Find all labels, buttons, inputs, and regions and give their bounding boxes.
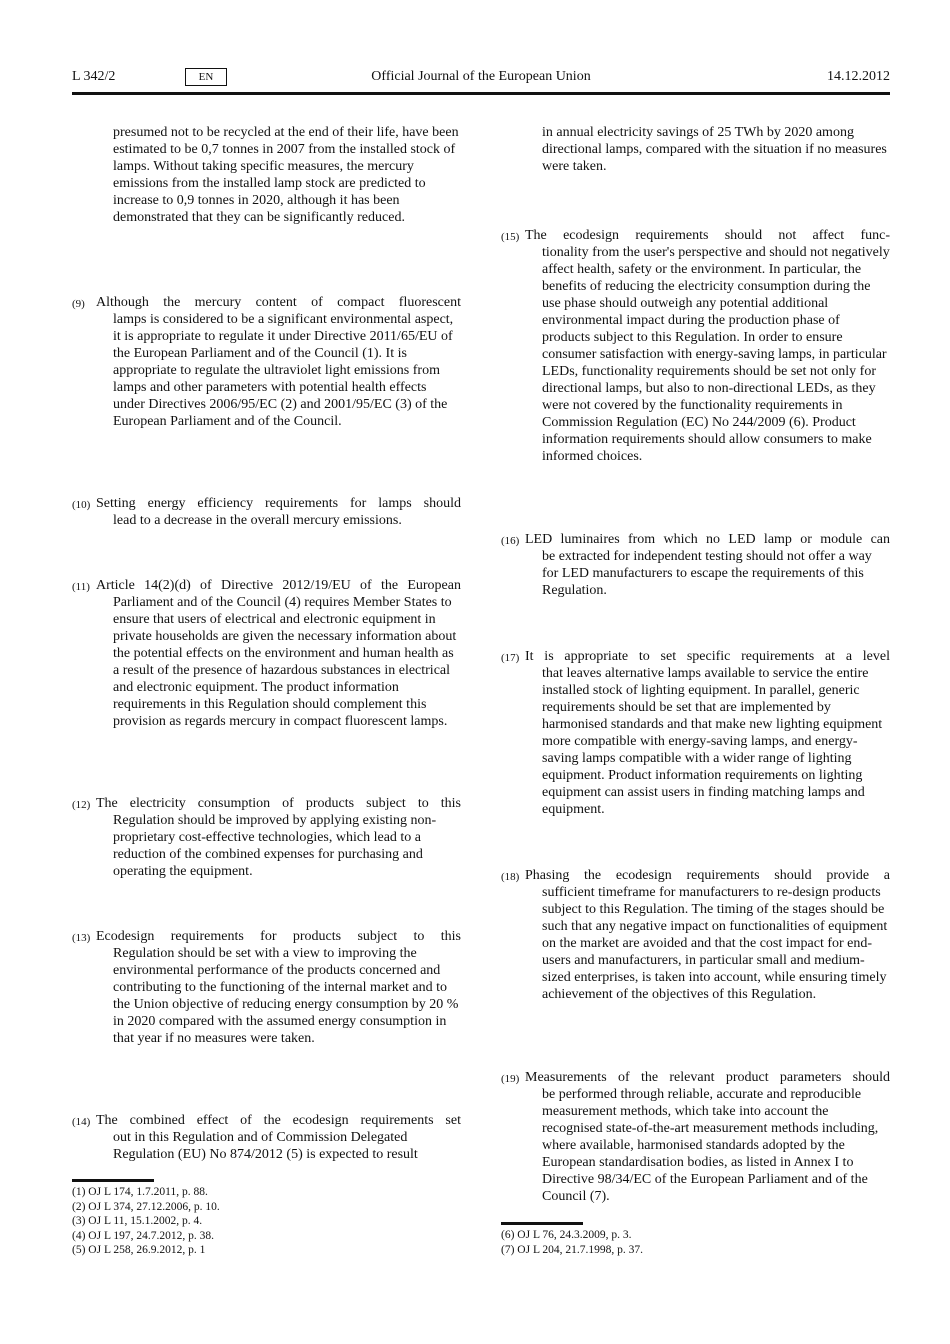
- footnote: (7) OJ L 204, 21.7.1998, p. 37.: [501, 1243, 644, 1256]
- footnote-rule: [501, 1222, 583, 1225]
- recital-first-line: Phasing the ecodesign requirements should provide a: [525, 868, 890, 883]
- recital-number: (19): [501, 1073, 520, 1085]
- recital-number: (11): [72, 581, 90, 593]
- right-column: in annual electricity savings of 25 TWh by 2020 among directional lamps, compared with the situation if no measures were taken. (15) The ecodesign requirements should not affect func- tionality from the user's perspective and should not negatively affect health, safety or the environment. In particular, the benefits of reducing the electricity consumption during the use phase should outweigh any potential additional environmental impact during the production phase of products subject to this Regulation. In order to ensure consumer satisfaction with energy-saving lamps, in particular LEDs, functionality requirements should be set not only for directional lamps, but also to non-directional LEDs, as they were not covered by the functionality requirements in Commission Regulation (EC) No 244/2009 (6). Product information requirements should allow consumers to make informed choices. (16) LED luminaires from which no LED lamp or module can be extracted for independent testing should not offer a way for LED manufacturers to escape the requirements of this Regulation. (17) It is appropriate to set specific requirements at a level that leaves alternative lamps available to service the entire installed stock of lighting equipment. In parallel, generic requirements should be set that are implemented by harmonised standards and that make new lighting equipment more compatible with energy-saving lamps, and energy-saving lamps compatible with a wider range of lighting equipment. Product information requirements on lighting equipment can assist users in finding matching lamps and equipment. (18) Phasing the ecodesign requirements should provide a sufficient timeframe for manufacturers to re-design products subject to this Regulation. The timing of the stages should be such that any negative impact on functionalities of equipment on the market are avoided and that the cost impact for end-users and manufacturers, in particular small and medium-sized enterprises, is taken into account, while ensuring timely achievement of the objectives of this Regulation. (19) Measurements of the relevant product parameters should be performed through reliable, accurate and reproducible measurement methods, which take into account the recognised state-of-the-art measurement methods including, where available, harmonised standards adopted by the European standardisation bodies, as listed in Annex I to Directive 98/34/EC of the European Parliament and of the Council (7).: [501, 125, 890, 1204]
- footnote: (3) OJ L 11, 15.1.2002, p. 4.: [72, 1215, 203, 1227]
- footnote: (5) OJ L 258, 26.9.2012, p. 1: [72, 1244, 206, 1256]
- recital-number: (16): [501, 535, 520, 547]
- recital-text: Regulation should be set with a view to improving the environmental performance of the products concerned and contributing to the functioning of the internal market and to the Union objective of reducing energy consumption by 20 % in 2020 compared with the assumed energy consumption in that year if no measures were taken.: [113, 946, 459, 1046]
- recital-first-line: Although the mercury content of compact fluorescent: [96, 295, 461, 310]
- recital-text: that leaves alternative lamps available to service the entire installed stock of lighting equipment. In parallel, generic requirements should be set that are implemented by harmonised standards and that make new lighting equipment more compatible with energy-saving lamps, and energy-saving lamps compatible with a wider range of lighting equipment. Product information requirements on lighting equipment can assist users in finding matching lamps and equipment.: [542, 666, 883, 817]
- footnote: (1) OJ L 174, 1.7.2011, p. 88.: [72, 1186, 208, 1198]
- recital-first-line: Ecodesign requirements for products subject to this: [96, 929, 461, 944]
- recital-first-line: It is appropriate to set specific requirements at a level: [525, 649, 890, 664]
- recital-number: (18): [501, 871, 520, 883]
- footnotes-left: [72, 1185, 220, 1258]
- footnote: (4) OJ L 197, 24.7.2012, p. 38.: [72, 1229, 215, 1242]
- footnote: (6) OJ L 76, 24.3.2009, p. 3.: [501, 1229, 632, 1241]
- recital-text: be performed through reliable, accurate and reproducible measurement methods, which take into account the recognised state-of-the-art measurement methods including, where available, harmonised standards adopted by the European standardisation bodies, as listed in Annex I to Directive 98/34/EC of the European Parliament and of the Council (7).: [542, 1087, 879, 1204]
- recital-text: Parliament and of the Council (4) requires Member States to ensure that users of electrical and electronic equipment in private households are given the necessary information about the potential effects on the environment and human health as a result of the presence of hazardous substances in electrical and electronic equipment. The product information requirements in this Regulation should complement this provision as regards mercury in compact fluorescent lamps.: [113, 595, 457, 729]
- recital-first-line: The electricity consumption of products subject to this: [96, 796, 461, 811]
- page-header: [72, 66, 890, 92]
- recital-text: tionality from the user's perspective and should not negatively affect health, safety or the environment. In particular, the benefits of reducing the electricity consumption during the use phase should outweigh any potential additional environmental impact during the production phase of products subject to this Regulation. In order to ensure consumer satisfaction with energy-saving lamps, in particular LEDs, functionality requirements should be set not only for directional lamps, but also to non-directional LEDs, as they were not covered by the functionality requirements in Commission Regulation (EC) No 244/2009 (6). Product information requirements should allow consumers to make informed choices.: [542, 245, 890, 464]
- recital-text: sufficient timeframe for manufacturers to re-design products subject to this Regulation. The timing of the stages should be such that any negative impact on functionalities of equipment on the market are avoided and that the cost impact for end-users and manufacturers, in particular small and medium-sized enterprises, is taken into account, while ensuring timely achievement of the objectives of this Regulation.: [542, 885, 888, 1002]
- language-badge: EN: [185, 68, 227, 86]
- recital-first-line: Setting energy efficiency requirements for lamps should: [96, 496, 461, 511]
- recital-number: (12): [72, 799, 91, 811]
- footnotes-right: [501, 1228, 643, 1257]
- recital-text: Regulation should be improved by applying existing non-proprietary cost-effective technologies, which lead to a reduction of the combined expenses for purchasing and operating the equipment.: [113, 813, 437, 879]
- recital-number: (17): [501, 652, 520, 664]
- recital-text: out in this Regulation and of Commission Delegated Regulation (EU) No 874/2012 (5) is expected to result: [113, 1130, 418, 1162]
- recital-number: (13): [72, 932, 91, 944]
- recital-first-line: The ecodesign requirements should not affect func-: [525, 228, 890, 243]
- journal-title: Official Journal of the European Union: [371, 69, 591, 84]
- recital-number: (10): [72, 499, 91, 511]
- recital-text: lead to a decrease in the overall mercury emissions.: [113, 513, 402, 528]
- recital-first-line: Measurements of the relevant product parameters should: [525, 1070, 890, 1085]
- footnote: (2) OJ L 374, 27.12.2006, p. 10.: [72, 1200, 220, 1213]
- recital-first-line: LED luminaires from which no LED lamp or module can: [525, 532, 890, 547]
- left-column: presumed not to be recycled at the end of their life, have been estimated to be 0,7 tonnes in 2007 from the installed stock of lamps. Without taking specific measures, the mercury emissions from the installed lamp stock are predicted to increase to 0,9 tonnes in 2020, although it has been demonstrated that they can be significantly reduced. (9) Although the mercury content of compact fluorescent lamps is considered to be a significant environmental aspect, it is appropriate to regulate it under Directive 2011/65/EU of the European Parliament and of the Council (1). It is appropriate to regulate the ultraviolet light emissions from lamps and other parameters with potential health effects under Directives 2006/95/EC (2) and 2001/95/EC (3) of the European Parliament and of the Council. (10) Setting energy efficiency requirements for lamps should lead to a decrease in the overall mercury emissions. (11) Article 14(2)(d) of Directive 2012/19/EU of the European Parliament and of the Council (4) requires Member States to ensure that users of electrical and electronic equipment in private households are given the necessary information about the potential effects on the environment and human health as a result of the presence of hazardous substances in electrical and electronic equipment. The product information requirements in this Regulation should complement this provision as regards mercury in compact fluorescent lamps. (12) The electricity consumption of products subject to this Regulation should be improved by applying existing non-proprietary cost-effective technologies, which lead to a reduction of the combined expenses for purchasing and operating the equipment. (13) Ecodesign requirements for products subject to this Regulation should be set with a view to improving the environmental performance of the products concerned and contributing to the functioning of the internal market and to the Union objective of reducing energy consumption by 20 % in 2020 compared with the assumed energy consumption in that year if no measures were taken. (14) The combined effect of the ecodesign requirements set out in this Regulation and of Commission Delegated Regulation (EU) No 874/2012 (5) is expected to result: [72, 125, 461, 1162]
- recital-number: (14): [72, 1116, 91, 1128]
- footnote-rule: [72, 1179, 154, 1182]
- publication-date: 14.12.2012: [827, 69, 890, 84]
- recital-number: (15): [501, 231, 520, 243]
- header-rule: [72, 92, 890, 95]
- recital-number: (9): [72, 298, 85, 310]
- journal-reference: L 342/2: [72, 69, 116, 84]
- recital-text: be extracted for independent testing should not offer a way for LED manufacturers to escape the requirements of this Regulation.: [542, 549, 872, 598]
- recital-text: lamps is considered to be a significant environmental aspect, it is appropriate to regulate it under Directive 2011/65/EU of the European Parliament and of the Council (1). It is appropriate to regulate the ultraviolet light emissions from lamps and other parameters with potential health effects under Directives 2006/95/EC (2) and 2001/95/EC (3) of the European Parliament and of the Council.: [113, 312, 454, 429]
- recital-first-line: Article 14(2)(d) of Directive 2012/19/EU of the European: [96, 578, 461, 593]
- recital-first-line: The combined effect of the ecodesign requirements set: [96, 1113, 461, 1128]
